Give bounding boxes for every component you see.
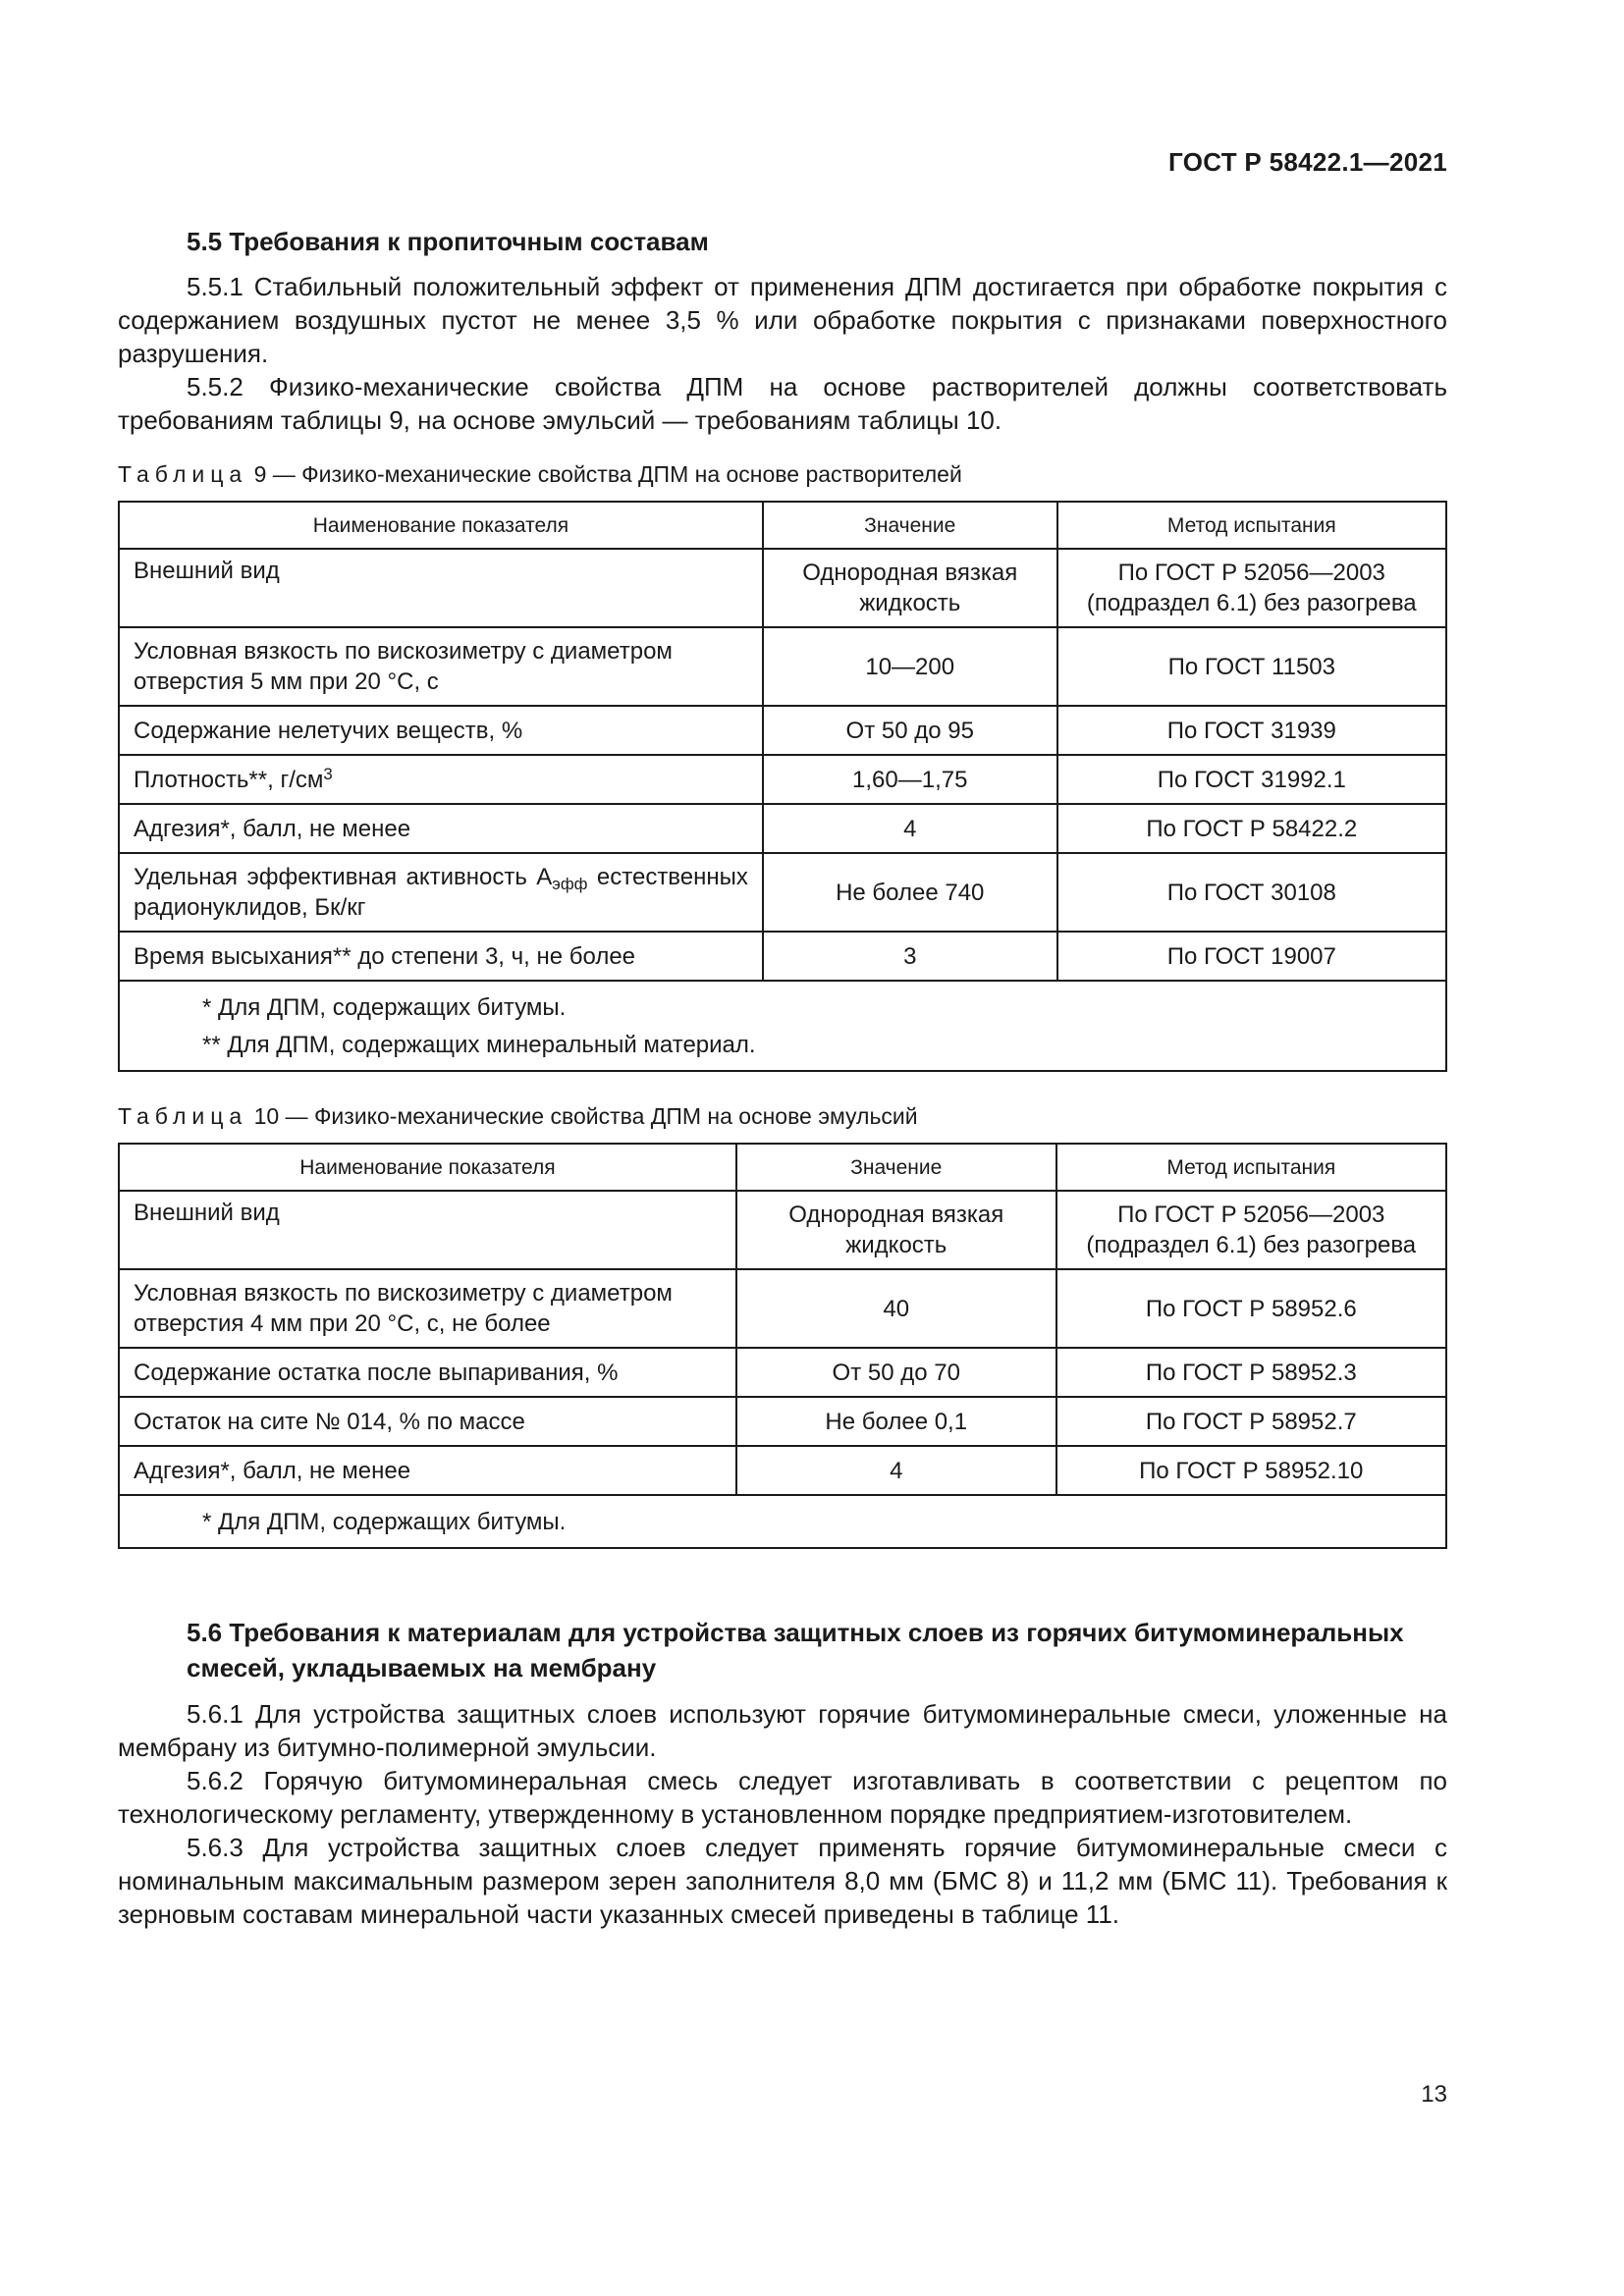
column-header: Наименование показателя — [119, 502, 763, 549]
table-row — [119, 1191, 1446, 1269]
table-row — [119, 1397, 1446, 1446]
table-cell: Время высыхания** до степени 3, ч, не более — [119, 932, 763, 981]
section-5-6-title: 5.6 Требования к материалам для устройства защитных слоев из горячих битумоминеральных смесей, укладываемых на мембрану — [187, 1618, 1404, 1682]
paragraph-5-6-1: 5.6.1 Для устройства защитных слоев используют горячие битумоминеральные смеси, уложенные на мембрану из битумно-полимерной эмульсии. — [118, 1699, 1447, 1762]
table-cell: Внешний вид — [119, 1191, 736, 1269]
table-cell: По ГОСТ 11503 — [1057, 627, 1446, 706]
table-row — [119, 932, 1446, 981]
table-notes — [119, 981, 1446, 1071]
table-cell: Условная вязкость по вискозиметру с диаметром отверстия 5 мм при 20 °С, с — [119, 627, 763, 706]
page-number: 13 — [1421, 2081, 1447, 2108]
table-10-caption: Таблица 10 — Физико-механические свойства ДПМ на основе эмульсий — [118, 1103, 918, 1129]
table-cell: По ГОСТ Р 58952.7 — [1056, 1397, 1446, 1446]
table-cell: Не более 0,1 — [736, 1397, 1056, 1446]
table-note: * Для ДПМ, содержащих битумы. — [202, 994, 567, 1021]
table-cell: По ГОСТ Р 52056—2003 (подраздел 6.1) без разогрева — [1057, 549, 1446, 627]
table-cell: По ГОСТ Р 58422.2 — [1057, 804, 1446, 853]
table-cell: Внешний вид — [119, 549, 763, 627]
table-cell: Адгезия*, балл, не менее — [119, 1446, 736, 1495]
table-9 — [118, 501, 1447, 1072]
table-cell: Содержание нелетучих веществ, % — [119, 706, 763, 755]
table-row — [119, 1269, 1446, 1348]
table-row — [119, 549, 1446, 627]
table-cell: 40 — [736, 1269, 1056, 1348]
table-cell: По ГОСТ Р 52056—2003 (подраздел 6.1) без разогрева — [1056, 1191, 1446, 1269]
table-note: * Для ДПМ, содержащих битумы. — [202, 1509, 567, 1535]
table-9-caption: Таблица 9 — Физико-механические свойства ДПМ на основе растворителей — [118, 461, 962, 487]
table-row — [119, 627, 1446, 706]
column-header: Значение — [736, 1144, 1056, 1191]
table-cell: От 50 до 95 — [763, 706, 1057, 755]
paragraph-5-5-1: 5.5.1 Стабильный положительный эффект от применения ДПМ достигается при обработке покрытия с содержанием воздушных пустот не менее 3,5 % или обработке покрытия с признаками поверхностного разрушения. — [118, 272, 1447, 368]
paragraph-5-5-2: 5.5.2 Физико-механические свойства ДПМ на основе растворителей должны соответствовать требованиям таблицы 9, на основе эмульсий — требованиям таблицы 10. — [118, 372, 1447, 435]
table-cell: Плотность**, $г/см^3$ — [119, 755, 763, 804]
table-cell: 4 — [736, 1446, 1056, 1495]
table-cell: 4 — [763, 804, 1057, 853]
table-cell: По ГОСТ 31939 — [1057, 706, 1446, 755]
table-cell: Содержание остатка после выпаривания, % — [119, 1348, 736, 1397]
table-cell: Однородная вязкая жидкость — [763, 549, 1057, 627]
table-cell: Условная вязкость по вискозиметру с диаметром отверстия 4 мм при 20 °С, с, не более — [119, 1269, 736, 1348]
table-cell: 10—200 — [763, 627, 1057, 706]
table-header-row — [119, 502, 1446, 549]
paragraph-5-6-2: 5.6.2 Горячую битумоминеральная смесь следует изготавливать в соответствии с рецептом по технологическому регламенту, утвержденному в установленном порядке предприятием-изготовителем. — [118, 1766, 1447, 1829]
table-10 — [118, 1143, 1447, 1549]
section-5-5-title: 5.5 Требования к пропиточным составам — [187, 227, 709, 256]
table-cell: По ГОСТ Р 58952.10 — [1056, 1446, 1446, 1495]
table-cell: По ГОСТ Р 58952.3 — [1056, 1348, 1446, 1397]
table-cell: Удельная эффективная активность $А_{эфф}$ естественных радионуклидов, Бк/кг — [119, 853, 763, 932]
table-row — [119, 853, 1446, 932]
column-header: Метод испытания — [1056, 1144, 1446, 1191]
table-cell: По ГОСТ 19007 — [1057, 932, 1446, 981]
table-row — [119, 706, 1446, 755]
table-row — [119, 755, 1446, 804]
table-row — [119, 1348, 1446, 1397]
column-header: Значение — [763, 502, 1057, 549]
table-cell: По ГОСТ Р 58952.6 — [1056, 1269, 1446, 1348]
table-cell: От 50 до 70 — [736, 1348, 1056, 1397]
column-header: Наименование показателя — [119, 1144, 736, 1191]
table-row — [119, 804, 1446, 853]
table-cell: 1,60—1,75 — [763, 755, 1057, 804]
column-header: Метод испытания — [1057, 502, 1446, 549]
table-header-row — [119, 1144, 1446, 1191]
document-page — [118, 0, 1447, 2296]
paragraph-5-6-3: 5.6.3 Для устройства защитных слоев следует применять горячие битумоминеральные смеси с номинальным максимальным размером зерен заполнителя 8,0 мм (БМС 8) и 11,2 мм (БМС 11). Требования к зерновым составам минеральной части указанных смесей приведены в таблице 11. — [118, 1833, 1447, 1929]
table-row — [119, 1446, 1446, 1495]
table-cell: Адгезия*, балл, не менее — [119, 804, 763, 853]
table-cell: По ГОСТ 30108 — [1057, 853, 1446, 932]
table-notes — [119, 1495, 1446, 1548]
table-cell: По ГОСТ 31992.1 — [1057, 755, 1446, 804]
table-note: ** Для ДПМ, содержащих минеральный материал. — [202, 1032, 756, 1058]
table-cell: 3 — [763, 932, 1057, 981]
table-cell: Остаток на сите № 014, % по массе — [119, 1397, 736, 1446]
table-cell: Не более 740 — [763, 853, 1057, 932]
table-notes-row — [119, 1495, 1446, 1548]
document-header: ГОСТ Р 58422.1—2021 — [1168, 147, 1447, 177]
table-notes-row — [119, 981, 1446, 1071]
table-cell: Однородная вязкая жидкость — [736, 1191, 1056, 1269]
